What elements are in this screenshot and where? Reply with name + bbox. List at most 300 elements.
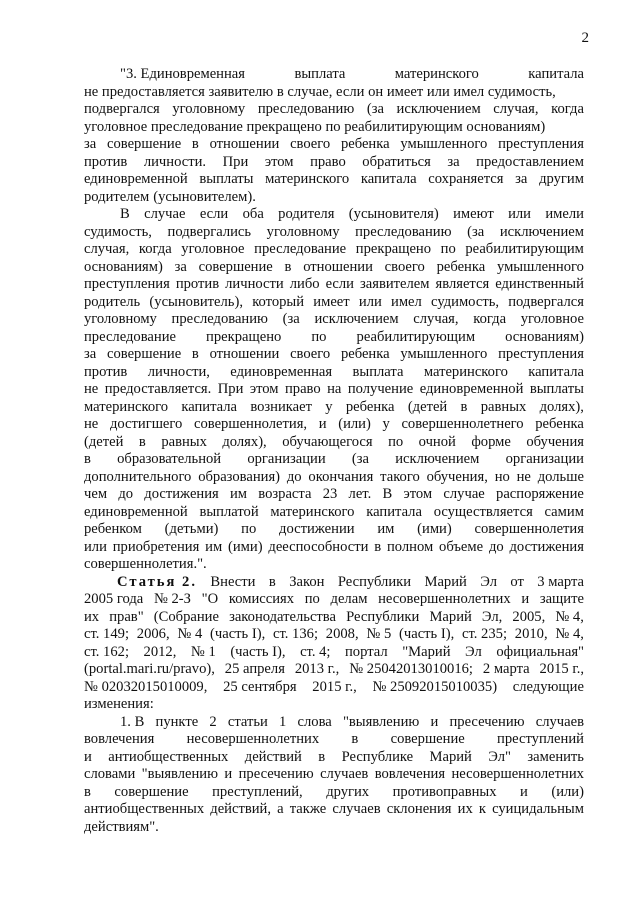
word: уголовному [84, 311, 157, 327]
word: действий [244, 748, 302, 765]
word: по [304, 591, 320, 607]
word: до [488, 538, 504, 555]
word: (часть I), [399, 626, 455, 642]
word: когда [138, 241, 172, 257]
word: делам [330, 591, 368, 607]
word: В [120, 206, 130, 222]
word: словами [84, 766, 136, 782]
text-line [84, 556, 584, 574]
article-heading: Статья 2. [117, 573, 197, 590]
word: у [325, 398, 333, 415]
word: единственный [495, 276, 584, 292]
word: не предоставляется заявителю в случае, если он имеет или имел судимость, [84, 83, 556, 100]
word: за [447, 153, 460, 170]
word: исключением [395, 451, 480, 467]
word: обучения, [426, 468, 488, 485]
text-line [84, 574, 584, 592]
word: совершеннолетнего [401, 416, 524, 432]
text-line [84, 206, 584, 224]
text-line [84, 154, 584, 172]
word: образовательной [117, 451, 222, 467]
word: им [205, 538, 223, 555]
word: либо [289, 276, 320, 292]
word: или [508, 206, 531, 222]
word: дееспособности [268, 538, 369, 555]
word: случаев [332, 801, 381, 817]
word: (Собрание [153, 608, 219, 625]
word: (за [467, 223, 485, 240]
word: (или) [551, 783, 584, 800]
word: (часть I), [210, 626, 266, 642]
word: или [84, 538, 107, 555]
word: исключением [314, 311, 399, 327]
word: капитала [528, 66, 584, 82]
word: в [84, 451, 91, 467]
word: право [284, 381, 321, 397]
word: распоряжение [496, 486, 584, 502]
word: им [230, 486, 248, 502]
word: преследование [84, 328, 176, 345]
word: (за [366, 101, 384, 117]
word: долях), [539, 398, 584, 415]
text-line [84, 714, 584, 732]
word: в [84, 783, 91, 800]
text-line [84, 84, 584, 102]
word: на [327, 381, 342, 397]
text-line [84, 801, 584, 819]
word: по [388, 433, 404, 450]
word: выплата [294, 66, 346, 82]
word: не [516, 468, 531, 485]
word: материнского [394, 66, 479, 82]
text-line [84, 644, 584, 662]
word: исключением [396, 101, 481, 117]
text-line [84, 521, 584, 539]
word: случая, [493, 101, 539, 117]
word: № 4, [555, 608, 584, 625]
word: достигшего [109, 416, 183, 432]
word: уголовному [266, 223, 340, 240]
word: Эл" [488, 748, 511, 765]
word: выплата [352, 363, 404, 380]
word: 1. В [120, 713, 145, 730]
word: лет. [348, 486, 372, 502]
word: личности [225, 276, 284, 292]
word: против [84, 153, 128, 170]
word: (portal.mari.ru/pravo), [84, 661, 215, 677]
word: материнского [84, 398, 169, 415]
word: окончания [308, 468, 374, 485]
word: против [84, 363, 128, 380]
word: выплаты [529, 381, 584, 397]
word: предоставлением [476, 153, 584, 170]
word: долях), [222, 433, 267, 450]
word: случаев [535, 713, 584, 730]
word: по [311, 328, 327, 345]
word: обучающегося [282, 433, 373, 450]
word: Республике [341, 748, 414, 765]
word: 2008, [325, 626, 359, 642]
word: комиссиях [228, 591, 295, 607]
word: является [435, 276, 490, 292]
word: оба [242, 206, 264, 222]
text-line [84, 101, 584, 119]
word: совершение [107, 136, 182, 152]
word: выплаты [199, 171, 254, 187]
word: за [84, 136, 97, 152]
word: ребенка [436, 258, 486, 275]
word: в [138, 433, 146, 450]
word: в [191, 136, 199, 152]
word: до [286, 468, 302, 485]
word: (детьми) [164, 521, 219, 537]
word: 2015 г., [539, 661, 584, 677]
word: образования) [198, 468, 281, 485]
word: изменения: [84, 696, 154, 712]
word: осуществляется [433, 503, 533, 520]
word: этом [403, 486, 433, 502]
word: и [521, 591, 530, 607]
word: им [377, 521, 395, 537]
word: Эл, [481, 608, 503, 625]
word: ст. 136; [273, 626, 318, 642]
word: 2012, [143, 643, 177, 660]
word: ребенком [84, 521, 142, 537]
word: ребенка [345, 398, 395, 415]
word: "Марий [402, 643, 451, 660]
word: преследованию [171, 311, 268, 327]
word: дольше [537, 468, 584, 485]
word: реабилитирующим [356, 328, 476, 345]
text-line [84, 399, 584, 417]
word: и [430, 713, 439, 730]
word: Республики [337, 573, 412, 590]
word: другим [539, 171, 584, 187]
word: 3 марта [537, 573, 584, 590]
word: также [289, 801, 327, 817]
word: своего [384, 258, 425, 275]
word: преступления [498, 136, 584, 152]
word: № 1 [190, 643, 216, 660]
word: официальная" [496, 643, 584, 660]
word: преследованию [257, 101, 355, 117]
word: достижении [279, 521, 355, 537]
word: их [84, 608, 100, 625]
word: получение [347, 381, 414, 397]
word: в [351, 731, 359, 747]
word: несовершеннолетних [186, 731, 320, 747]
word: капитала [181, 398, 238, 415]
word: Внести [210, 573, 256, 590]
word: защите [539, 591, 584, 607]
word: № 02032015010009, [84, 678, 208, 695]
text-line [84, 294, 584, 312]
word: в [460, 398, 468, 415]
word: заявителем [360, 276, 430, 292]
word: когда [473, 311, 507, 327]
text-line [84, 311, 584, 329]
word: законодательства [229, 608, 336, 625]
word: но [494, 468, 510, 485]
word: пресечению [238, 766, 314, 782]
word: прав" [109, 608, 144, 625]
word: судимость, [431, 293, 499, 310]
word: родителем [84, 188, 150, 205]
word: "3. Единовременная [120, 66, 245, 82]
word: подвергались [167, 223, 252, 240]
word: портал [345, 643, 388, 660]
word: умышленного [496, 258, 584, 275]
word: который [252, 293, 305, 310]
word: имел [391, 293, 422, 310]
word: уголовное [181, 241, 245, 257]
text-line [84, 504, 584, 522]
word: единовременной [84, 171, 188, 187]
word: выплатой [199, 503, 259, 520]
word: если [325, 276, 354, 292]
word: сохраняется [428, 171, 504, 187]
word: за [84, 346, 97, 362]
word: совершение [390, 731, 465, 747]
word: действий, [210, 801, 271, 817]
word: случая, [84, 241, 130, 257]
word: Республики [346, 608, 420, 625]
word: ребенка [340, 136, 390, 152]
word: склонения [386, 801, 452, 817]
text-line [84, 346, 584, 364]
word: несовершеннолетних [378, 591, 511, 607]
word: этом [249, 381, 279, 397]
word: судимость, [84, 223, 152, 240]
word: (ими) [417, 521, 452, 537]
word: материнского [265, 171, 350, 187]
text-line [84, 486, 584, 504]
word: совершеннолетия [474, 521, 584, 537]
word: (детей [407, 398, 448, 415]
text-line [84, 731, 584, 749]
word: 25 апреля [224, 661, 285, 677]
word: в [191, 346, 199, 362]
word: (усыновитель), [149, 293, 243, 310]
word: и [318, 416, 327, 432]
word: до [118, 486, 134, 502]
word: ст. 162; [84, 643, 129, 660]
text-line [84, 784, 584, 802]
word: чем [84, 486, 108, 502]
word: пресечению [449, 713, 525, 730]
text-line [84, 119, 584, 137]
word: в [284, 258, 292, 275]
word: Марий [429, 748, 472, 765]
word: организации [505, 451, 584, 467]
word: этом [264, 153, 294, 170]
text-line [84, 136, 584, 154]
text-line [84, 591, 584, 609]
word: дополнительного [84, 468, 192, 485]
word: и [224, 766, 233, 782]
text-line [84, 696, 584, 714]
word: личности. [143, 153, 207, 170]
word: уголовному [172, 101, 246, 117]
text-line [84, 434, 584, 452]
word: 1 [279, 713, 287, 730]
word: преследование [254, 241, 347, 257]
word: Марий [424, 573, 467, 590]
word: преследованию [355, 223, 452, 240]
word: материнского [270, 503, 355, 520]
word: форме [471, 433, 511, 450]
word: исключением [499, 223, 584, 240]
word: капитала [360, 171, 417, 187]
word: в [268, 573, 276, 590]
word: подвергался [84, 101, 160, 117]
word: умышленного [400, 346, 488, 362]
word: родителя [278, 206, 335, 222]
word: уголовное [520, 311, 584, 327]
text-line [84, 276, 584, 294]
word: № 4, [555, 626, 584, 642]
word: 2005, [512, 608, 546, 625]
word: против [175, 276, 220, 292]
word: ст. 149; [84, 626, 129, 642]
word: № 5 [366, 626, 392, 642]
word: ребенка [535, 416, 584, 432]
word: (усыновителя) [348, 206, 439, 222]
word: если [199, 206, 229, 222]
word: № 25042013010016; [349, 661, 473, 677]
word: своего [290, 136, 331, 152]
word: № 2-З [153, 591, 191, 607]
text-line [84, 819, 584, 837]
text-line [84, 66, 584, 84]
word: Эл [480, 573, 497, 590]
word: за [515, 171, 528, 187]
word: имеет [313, 293, 350, 310]
text-line [84, 189, 584, 207]
word: уголовное преследование прекращено по реабилитирующим основаниям) [84, 118, 546, 135]
word: (за [351, 451, 370, 467]
word: единовременной [84, 503, 188, 520]
word: не [84, 381, 99, 397]
word: единовременная [230, 363, 333, 380]
word: а [277, 801, 284, 817]
word: преступления [498, 346, 584, 362]
word: по [241, 521, 257, 537]
word: Эл [465, 643, 482, 660]
word: "выявлению [141, 766, 219, 782]
text-line [84, 224, 584, 242]
word: равных [161, 433, 207, 450]
word: прекращено [355, 241, 432, 257]
word: к [478, 801, 486, 817]
word: следующие [512, 678, 584, 695]
word: реабилитирующим [465, 241, 584, 257]
word: возникает [250, 398, 313, 415]
word: пункте [155, 713, 199, 730]
word: материнского [423, 363, 508, 380]
word: 2 марта [482, 661, 530, 677]
word: 2013 г., [294, 661, 340, 677]
word: единовременной [419, 381, 524, 397]
word: "выявлению [342, 713, 420, 730]
word: случаев [320, 766, 369, 782]
word: 2015 г., [312, 678, 357, 695]
word: статьи [227, 713, 268, 730]
word: противоправных [392, 783, 497, 800]
word: предоставляется. [104, 381, 212, 397]
word: когда [551, 101, 584, 117]
word: преступлений, [212, 783, 303, 800]
word: родитель [84, 293, 141, 310]
word: имеют [453, 206, 494, 222]
document-body [84, 66, 584, 836]
word: (часть I), [230, 643, 286, 660]
word: При [217, 381, 244, 397]
word: полном [386, 538, 434, 555]
word: равных [480, 398, 527, 415]
word: капитала [366, 503, 422, 520]
word: у [382, 416, 390, 432]
text-line [84, 539, 584, 557]
word: действиям". [84, 818, 159, 835]
text-line [84, 241, 584, 259]
text-line [84, 661, 584, 679]
word: самим [544, 503, 584, 520]
word: прекращено [206, 328, 282, 345]
text-line [84, 679, 584, 697]
word: своего [290, 346, 331, 362]
word: достижения [144, 486, 219, 502]
word: объеме [439, 538, 484, 555]
word: право [310, 153, 346, 170]
word: слова [297, 713, 332, 730]
word: совершение [198, 258, 273, 275]
word: (за [282, 311, 300, 327]
page-number: 2 [581, 30, 589, 46]
word: случая, [413, 311, 459, 327]
text-line [84, 749, 584, 767]
text-line [84, 381, 584, 399]
word: совершение [114, 783, 189, 800]
word: обучения [526, 433, 584, 450]
word: (детей [84, 433, 124, 450]
word: организации [247, 451, 326, 467]
word: несовершеннолетних [451, 766, 584, 782]
word: подвергался [508, 293, 584, 310]
text-line [84, 609, 584, 627]
word: 2005 года [84, 591, 144, 607]
text-line [84, 364, 584, 382]
text-line [84, 451, 584, 469]
word: Закон [289, 573, 325, 590]
word: и [84, 748, 92, 765]
word: преступлений [497, 731, 584, 747]
word: антиобщественных [108, 748, 229, 765]
word: достижения [509, 538, 584, 555]
word: суицидальным [492, 801, 584, 817]
text-line [84, 766, 584, 784]
word: (усыновителем). [153, 188, 256, 205]
word: № 25092015010035) [372, 678, 498, 695]
text-line [84, 329, 584, 347]
text-line [84, 259, 584, 277]
word: В [382, 486, 393, 502]
word: 23 [322, 486, 338, 502]
word: вовлечения [374, 766, 446, 782]
word: случае [443, 486, 485, 502]
text-line [84, 626, 584, 644]
word: 2006, [136, 626, 170, 642]
